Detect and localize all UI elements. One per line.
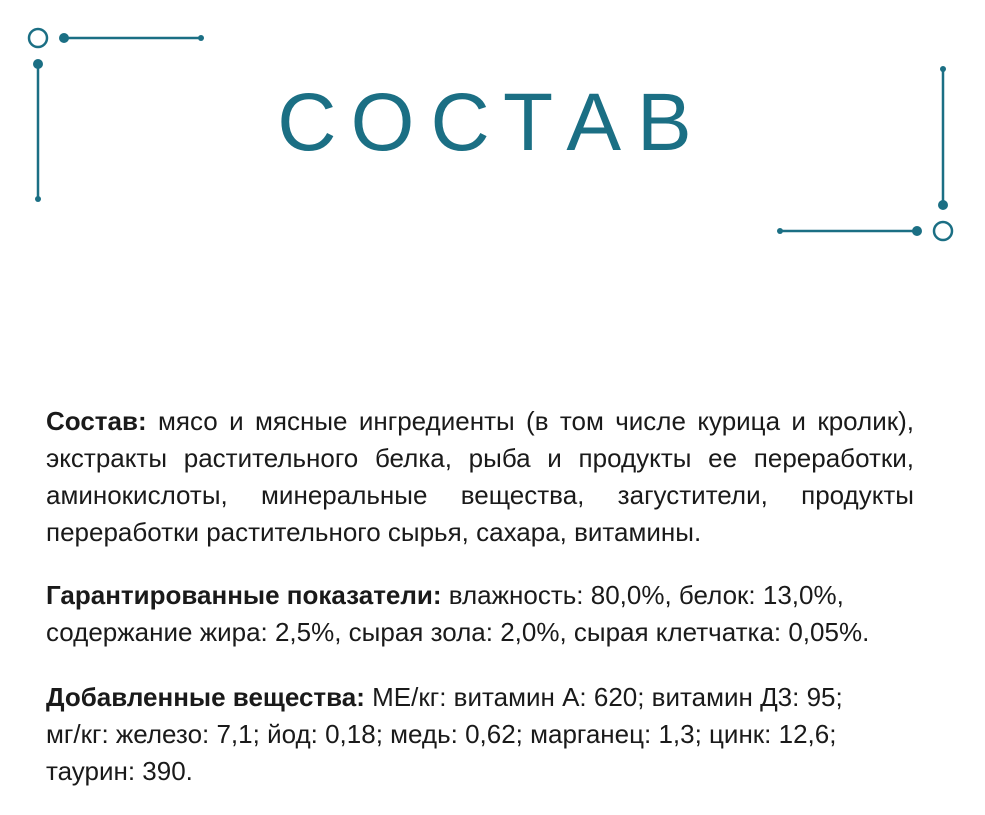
composition-line-3: аминокислоты, минеральные вещества, загустители, продукты	[46, 480, 914, 510]
page-title: СОСТАВ	[277, 77, 708, 168]
composition-line-1: Состав: мясо и мясные ингредиенты (в том числе курица и кролик),	[46, 406, 914, 436]
additives-paragraph	[46, 679, 914, 790]
guaranteed-label: Гарантированные показатели:	[46, 580, 442, 610]
ornament-dot-icon	[35, 196, 41, 202]
additives-line-2: мг/кг: железо: 7,1; йод: 0,18; медь: 0,62; марганец: 1,3; цинк: 12,6;	[46, 719, 837, 749]
additives-line-1: Добавленные вещества: МЕ/кг: витамин А: 620; витамин Д3: 95;	[46, 682, 843, 712]
guaranteed-line-2: содержание жира: 2,5%, сырая зола: 2,0%, сырая клетчатка: 0,05%.	[46, 617, 870, 647]
composition-line-4: переработки растительного сырья, сахара, витамины.	[46, 517, 702, 547]
composition-paragraph	[46, 403, 914, 551]
guaranteed-paragraph	[46, 577, 914, 651]
ornament-dot-icon	[940, 66, 946, 72]
ornament-dot-icon	[198, 35, 204, 41]
ornament-ring-icon	[29, 29, 47, 47]
ornament-dot-icon	[777, 228, 783, 234]
composition-label: Состав:	[46, 406, 147, 436]
additives-line-3: таурин: 390.	[46, 756, 193, 786]
composition-line-2: экстракты растительного белка, рыба и продукты ее переработки,	[46, 443, 914, 473]
additives-label: Добавленные вещества:	[46, 682, 365, 712]
ornament-ring-icon	[934, 222, 952, 240]
guaranteed-line-1: Гарантированные показатели: влажность: 80,0%, белок: 13,0%,	[46, 580, 844, 610]
